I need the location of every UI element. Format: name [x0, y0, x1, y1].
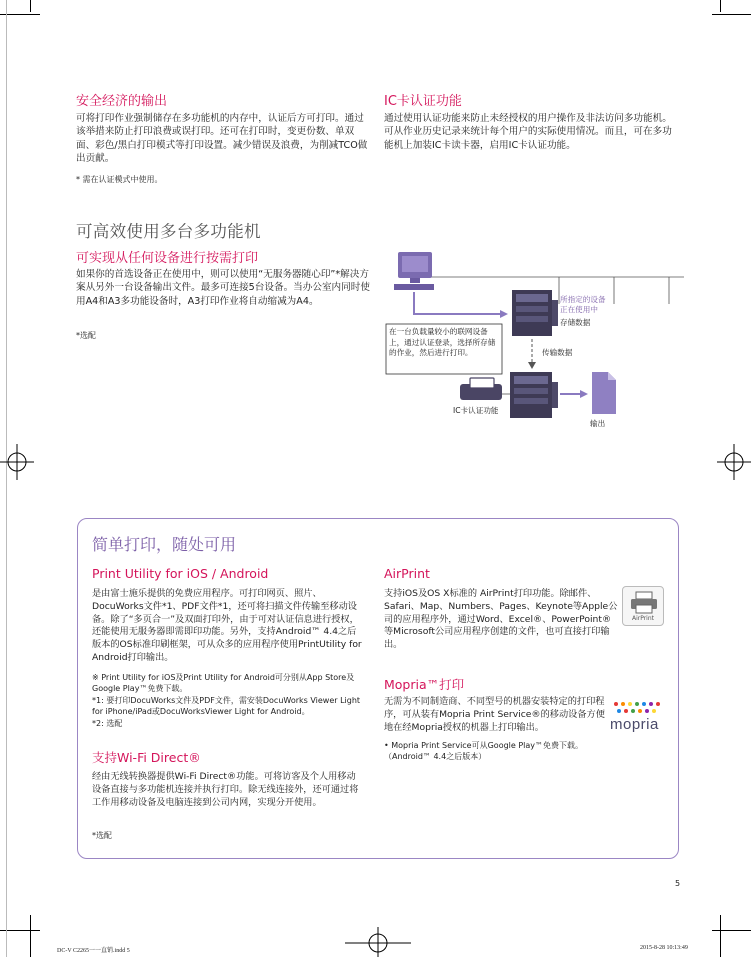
mopria-logo — [610, 700, 666, 736]
crop-mark — [720, 915, 721, 957]
diagram-label-store: 存储数据 — [560, 318, 591, 327]
wifi-direct-body: 经由无线转换器提供Wi-Fi Direct®功能。可将访客及个人用移动设备直接与多功能机连接并执行打印。除无线连接外，还可通过将工作用移动设备及电脑连接到公司内网，实现分开使用。 — [92, 771, 359, 808]
mopria-body: 无需为不同制造商、不同型号的机器安装特定的打印程序，可从装有Mopria Print Service®的移动设备方便地在经Mopria授权的机器上打印输出。 — [384, 696, 605, 733]
registration-mark-right — [717, 444, 751, 480]
print-utility-note-3: *2: 选配 — [92, 719, 123, 728]
print-utility-note-2: *1: 要打印DocuWorks文件及PDF文件，需安装DocuWorks Viewer Light for iPhone/iPad或DocuWorksViewer Light for Android。 — [92, 696, 361, 716]
footer-date: 2015-8-28 10:13:49 — [640, 945, 688, 951]
on-demand-subheading: 可实现从任何设备进行按需打印 — [76, 251, 259, 266]
mopria-heading: Mopria™打印 — [384, 677, 465, 692]
secure-output-body: 可将打印作业强制储存在多功能机的内存中，认证后方可打印。通过该举措来防止打印浪费或误打印。还可在打印时，变更份数、单双面、彩色/黑白打印模式等打印设置。减少错误及浪费，为削减TCO做出贡献。 — [76, 113, 368, 165]
crop-mark — [30, 915, 31, 957]
on-demand-body: 如果你的首选设备正在使用中，则可以使用“无服务器随心印”*解决方案从另外一台设备输出文件。最多可连接5台设备。当办公室内同时使用A4和A3多功能设备时，A3打印作业将自动缩减为A4。 — [76, 269, 370, 307]
diagram-label-output: 输出 — [590, 419, 606, 428]
diagram-callout-text: 在一台负载量较小的联网设备上，通过认证登录，选择所存储的作业，然后进行打印。 — [389, 327, 496, 357]
wifi-direct-heading: 支持Wi-Fi Direct® — [92, 750, 201, 765]
diagram-label-ic: IC卡认证功能 — [453, 406, 499, 415]
wifi-direct-note: *选配 — [92, 831, 112, 840]
mopria-dots-icon — [610, 700, 666, 716]
diagram-label-device-busy: 所指定的设备 正在使用中 — [560, 295, 606, 314]
footer-file-name: DC-V C2265一一直销.indd 5 — [57, 948, 130, 954]
secure-output-note: * 需在认证模式中使用。 — [76, 175, 163, 184]
mopria-logo-text: mopria — [610, 716, 659, 733]
crop-mark — [30, 0, 31, 12]
crop-mark — [712, 14, 751, 15]
registration-mark-bottom — [345, 925, 411, 957]
easy-print-title: 简单打印，随处可用 — [92, 535, 237, 554]
print-utility-body: 是由富士施乐提供的免费应用程序。可打印网页、照片、DocuWorks文件*1、PDF文件*1，还可将扫描文件传输至移动设备。除了“多页合一”及双面打印外，由于可对认证信息进行授权，还能使用无服务器即需即印功能。另外，支持Android™ 4.4之后版本的OS标准印刷框架，可从众多的应用程序使用PrintUtility for Android打印输出。 — [92, 588, 362, 663]
ic-card-body: 通过使用认证功能来防止未经授权的用户操作及非法访问多功能机。可从作业历史记录来统计每个用户的实际使用情况。而且，可在多功能机上加装IC卡读卡器，启用IC卡认证功能。 — [384, 113, 672, 151]
diagram-label-transfer: 传输数据 — [542, 348, 573, 357]
ic-card-heading: IC卡认证功能 — [384, 94, 462, 109]
crop-mark — [712, 930, 751, 931]
crop-mark — [720, 0, 721, 12]
airprint-heading: AirPrint — [384, 566, 430, 581]
mopria-note: • Mopria Print Service可从Google Play™免费下载。（Android™ 4.4之后版本） — [384, 741, 584, 761]
printer-icon — [624, 590, 664, 616]
page-number: 5 — [675, 879, 681, 888]
print-utility-note-1: ※ Print Utility for iOS及Print Utility for Android可分别从App Store及Google Play™免费下载。 — [92, 673, 355, 693]
secure-output-heading: 安全经济的输出 — [76, 94, 168, 109]
registration-mark-left — [0, 444, 34, 480]
airprint-logo-text: AirPrint — [631, 615, 655, 622]
on-demand-note: *选配 — [76, 331, 96, 340]
print-utility-heading: Print Utility for iOS / Android — [92, 566, 269, 581]
airprint-logo — [622, 586, 664, 626]
airprint-body: 支持iOS及OS X标准的 AirPrint打印功能。除邮件、Safari、Map、Numbers、Pages、Keynote等Apple公司的应用程序外，通过Word、Excel®、PowerPoint®等Microsoft公司应用程序创建的文件，也可直接打印输出。 — [384, 588, 618, 651]
multi-mfp-title: 可高效使用多台多功能机 — [76, 222, 261, 241]
